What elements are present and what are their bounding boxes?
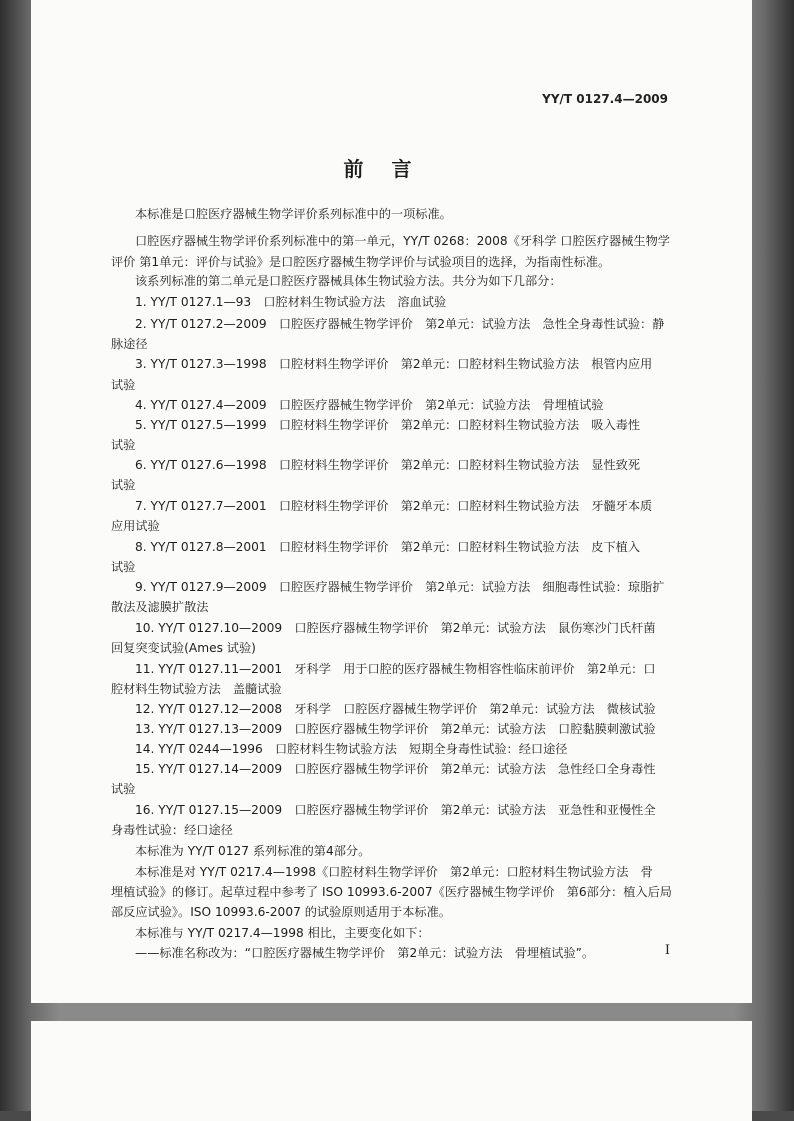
text-line: 10. YY/T 0127.10—2009 口腔医疗器械生物学评价 第2单元：试验方法 鼠伤寒沙门氏杆菌	[135, 621, 656, 635]
text-line: 11. YY/T 0127.11—2001 牙科学 用于口腔的医疗器械生物相容性临床前评价 第2单元：口	[135, 662, 656, 676]
text-line: 本标准与 YY/T 0217.4—1998 相比，主要变化如下：	[135, 926, 430, 940]
page-number: I	[664, 943, 670, 958]
text-line: 试验	[111, 438, 136, 452]
text-line: 评价 第1单元：评价与试验》是口腔医疗器械生物学评价与试验项目的选择，为指南性标准。	[111, 255, 611, 269]
standard-code: YY/T 0127.4—2009	[542, 92, 668, 106]
text-line: 5. YY/T 0127.5—1999 口腔材料生物学评价 第2单元：口腔材料生物试验方法 吸入毒性	[135, 418, 641, 432]
text-line: 部反应试验》。ISO 10993.6-2007 的试验原则适用于本标准。	[111, 905, 451, 919]
text-line: 本标准是口腔医疗器械生物学评价系列标准中的一项标准。	[135, 207, 452, 221]
next-page	[31, 1021, 752, 1121]
text-line: 回复突变试验(Ames 试验)	[111, 641, 256, 655]
text-line: 8. YY/T 0127.8—2001 口腔材料生物学评价 第2单元：口腔材料生物试验方法 皮下植入	[135, 540, 641, 554]
text-line: 4. YY/T 0127.4—2009 口腔医疗器械生物学评价 第2单元：试验方法 骨埋植试验	[135, 398, 604, 412]
text-line: 试验	[111, 782, 136, 796]
text-line: 7. YY/T 0127.7—2001 口腔材料生物学评价 第2单元：口腔材料生物试验方法 牙髓牙本质	[135, 499, 653, 513]
text-line: 脉途径	[111, 337, 148, 351]
text-line: 9. YY/T 0127.9—2009 口腔医疗器械生物学评价 第2单元：试验方法 细胞毒性试验：琼脂扩	[135, 580, 665, 594]
text-line: 应用试验	[111, 519, 160, 533]
text-line: 本标准为 YY/T 0127 系列标准的第4部分。	[135, 844, 371, 858]
text-line: 13. YY/T 0127.13—2009 口腔医疗器械生物学评价 第2单元：试验方法 口腔黏膜刺激试验	[135, 722, 656, 736]
text-line: 6. YY/T 0127.6—1998 口腔材料生物学评价 第2单元：口腔材料生物试验方法 显性致死	[135, 458, 641, 472]
text-line: 16. YY/T 0127.15—2009 口腔医疗器械生物学评价 第2单元：试验方法 亚急性和亚慢性全	[135, 803, 656, 817]
text-line: 1. YY/T 0127.1—93 口腔材料生物试验方法 溶血试验	[135, 295, 447, 309]
text-line: 2. YY/T 0127.2—2009 口腔医疗器械生物学评价 第2单元：试验方法 急性全身毒性试验：静	[135, 317, 665, 331]
text-line: 试验	[111, 560, 136, 574]
text-line: 试验	[111, 378, 136, 392]
text-line: 埋植试验》的修订。起草过程中参考了 ISO 10993.6-2007《医疗器械生物学评价 第6部分：植入后局	[111, 885, 672, 899]
text-line: 14. YY/T 0244—1996 口腔材料生物试验方法 短期全身毒性试验：经口途径	[135, 742, 568, 756]
document-page	[31, 0, 752, 1003]
text-line: 3. YY/T 0127.3—1998 口腔材料生物学评价 第2单元：口腔材料生物试验方法 根管内应用	[135, 357, 653, 371]
text-line: 15. YY/T 0127.14—2009 口腔医疗器械生物学评价 第2单元：试验方法 急性经口全身毒性	[135, 762, 656, 776]
text-line: 身毒性试验：经口途径	[111, 823, 233, 837]
text-line: 散法及滤膜扩散法	[111, 600, 209, 614]
text-line: 口腔医疗器械生物学评价系列标准中的第一单元，YY/T 0268：2008《牙科学 口腔医疗器械生物学	[135, 234, 670, 248]
text-line: 试验	[111, 478, 136, 492]
text-line: 本标准是对 YY/T 0217.4—1998《口腔材料生物学评价 第2单元：口腔材料生物试验方法 骨	[135, 865, 653, 879]
page-title: 前言	[343, 157, 440, 181]
text-line: 腔材料生物试验方法 盖髓试验	[111, 682, 282, 696]
text-line: 12. YY/T 0127.12—2008 牙科学 口腔医疗器械生物学评价 第2单元：试验方法 微核试验	[135, 702, 656, 716]
text-line: ——标准名称改为：“口腔医疗器械生物学评价 第2单元：试验方法 骨埋植试验”。	[135, 946, 595, 960]
text-line: 该系列标准的第二单元是口腔医疗器械具体生物试验方法。共分为如下几部分：	[135, 274, 562, 288]
